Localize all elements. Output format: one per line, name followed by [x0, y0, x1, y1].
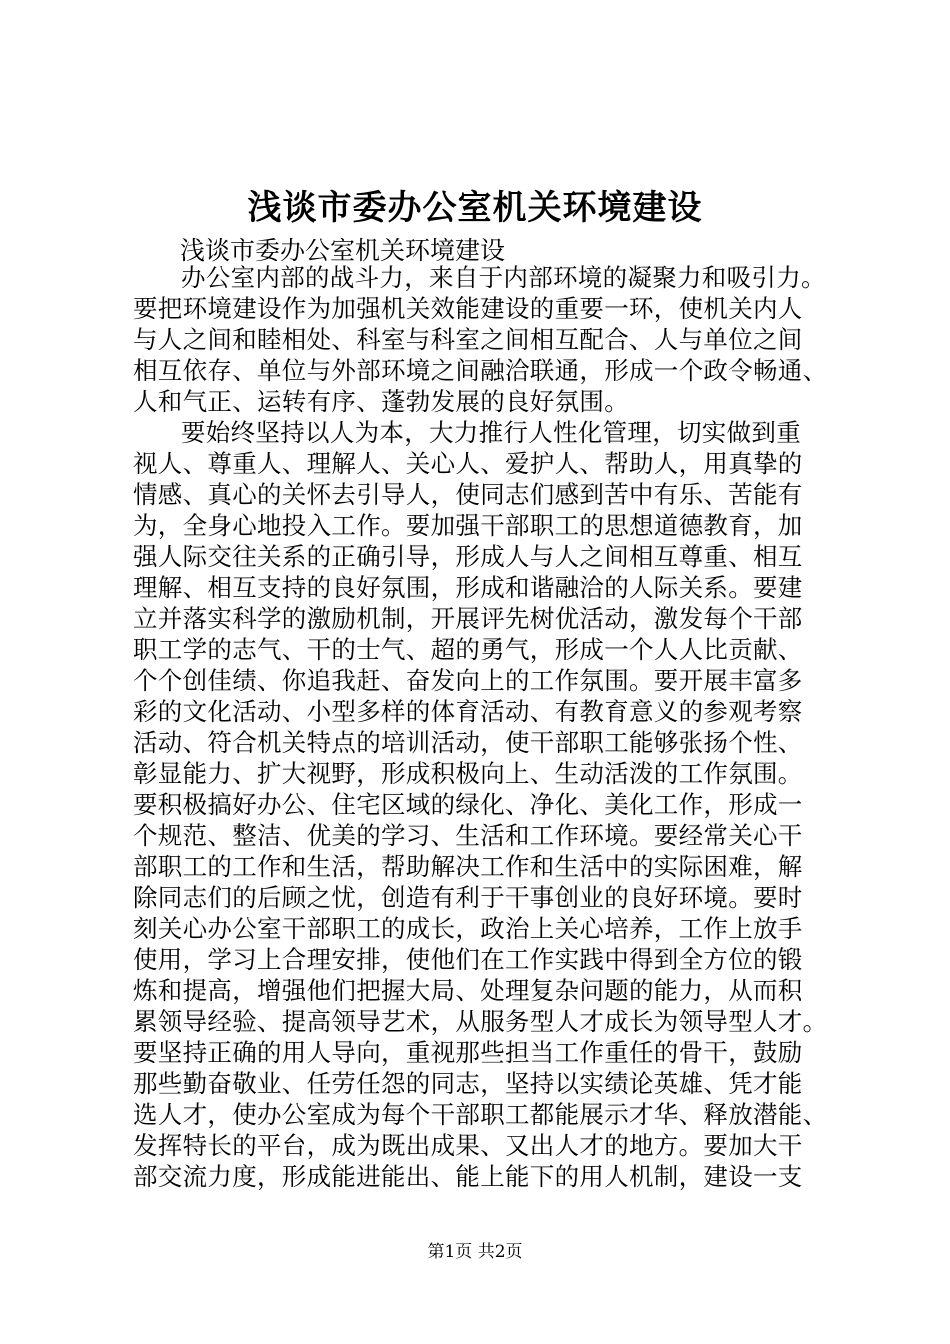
text-line: 发挥特长的平台，成为既出成果、又出人才的地方。要加大干: [133, 1131, 803, 1160]
text-line: 相互依存、单位与外部环境之间融洽联通，形成一个政令畅通、: [133, 356, 828, 385]
text-line: 部交流力度，形成能进能出、能上能下的用人机制，建设一支: [133, 1162, 803, 1191]
text-line: 部职工的工作和生活，帮助解决工作和生活中的实际困难，解: [133, 852, 803, 881]
text-line: 与人之间和睦相处、科室与科室之间相互配合、人与单位之间: [133, 325, 803, 354]
text-line: 强人际交往关系的正确引导，形成人与人之间相互尊重、相互: [133, 542, 803, 571]
text-line: 个个创佳绩、你追我赶、奋发向上的工作氛围。要开展丰富多: [133, 666, 803, 695]
document-title: 浅谈市委办公室机关环境建设: [247, 188, 703, 228]
text-line: 刻关心办公室干部职工的成长，政治上关心培养，工作上放手: [133, 914, 803, 943]
text-line: 选人才，使办公室成为每个干部职工都能展示才华、释放潜能、: [133, 1100, 828, 1129]
text-line: 办公室内部的战斗力，来自于内部环境的凝聚力和吸引力。: [181, 263, 826, 292]
text-line: 要坚持正确的用人导向，重视那些担当工作重任的骨干，鼓励: [133, 1038, 803, 1067]
text-line: 要把环境建设作为加强机关效能建设的重要一环，使机关内人: [133, 294, 803, 323]
text-line: 视人、尊重人、理解人、关心人、爱护人、帮助人，用真挚的: [133, 449, 803, 478]
text-line: 职工学的志气、干的士气、超的勇气，形成一个人人比贡献、: [133, 635, 803, 664]
text-line: 那些勤奋敬业、任劳任怨的同志，坚持以实绩论英雄、凭才能: [133, 1069, 803, 1098]
text-line: 使用，学习上合理安排，使他们在工作实践中得到全方位的锻: [133, 945, 803, 974]
text-line: 彩的文化活动、小型多样的体育活动、有教育意义的参观考察: [133, 697, 803, 726]
text-line: 炼和提高，增强他们把握大局、处理复杂问题的能力，从而积: [133, 976, 803, 1005]
page-footer: 第1页 共2页: [427, 1242, 523, 1262]
text-line: 个规范、整洁、优美的学习、生活和工作环境。要经常关心干: [133, 821, 803, 850]
text-line: 人和气正、运转有序、蓬勃发展的良好氛围。: [133, 387, 629, 416]
text-line: 活动、符合机关特点的培训活动，使干部职工能够张扬个性、: [133, 728, 803, 757]
text-line: 除同志们的后顾之忧，创造有利于干事创业的良好环境。要时: [133, 883, 803, 912]
text-line: 为，全身心地投入工作。要加强干部职工的思想道德教育，加: [133, 511, 803, 540]
text-line: 要始终坚持以人为本，大力推行人性化管理，切实做到重: [181, 418, 801, 447]
text-line: 理解、相互支持的良好氛围，形成和谐融洽的人际关系。要建: [133, 573, 803, 602]
text-line: 要积极搞好办公、住宅区域的绿化、净化、美化工作，形成一: [133, 790, 803, 819]
text-line: 累领导经验、提高领导艺术，从服务型人才成长为领导型人才。: [133, 1007, 828, 1036]
document-body: [133, 262, 848, 1192]
text-line: 情感、真心的关怀去引导人，使同志们感到苦中有乐、苦能有: [133, 480, 803, 509]
text-line: 立并落实科学的激励机制，开展评先树优活动，激发每个干部: [133, 604, 803, 633]
text-line: 彰显能力、扩大视野，形成积极向上、生动活泼的工作氛围。: [133, 759, 803, 788]
document-subtitle: 浅谈市委办公室机关环境建设: [180, 236, 506, 265]
